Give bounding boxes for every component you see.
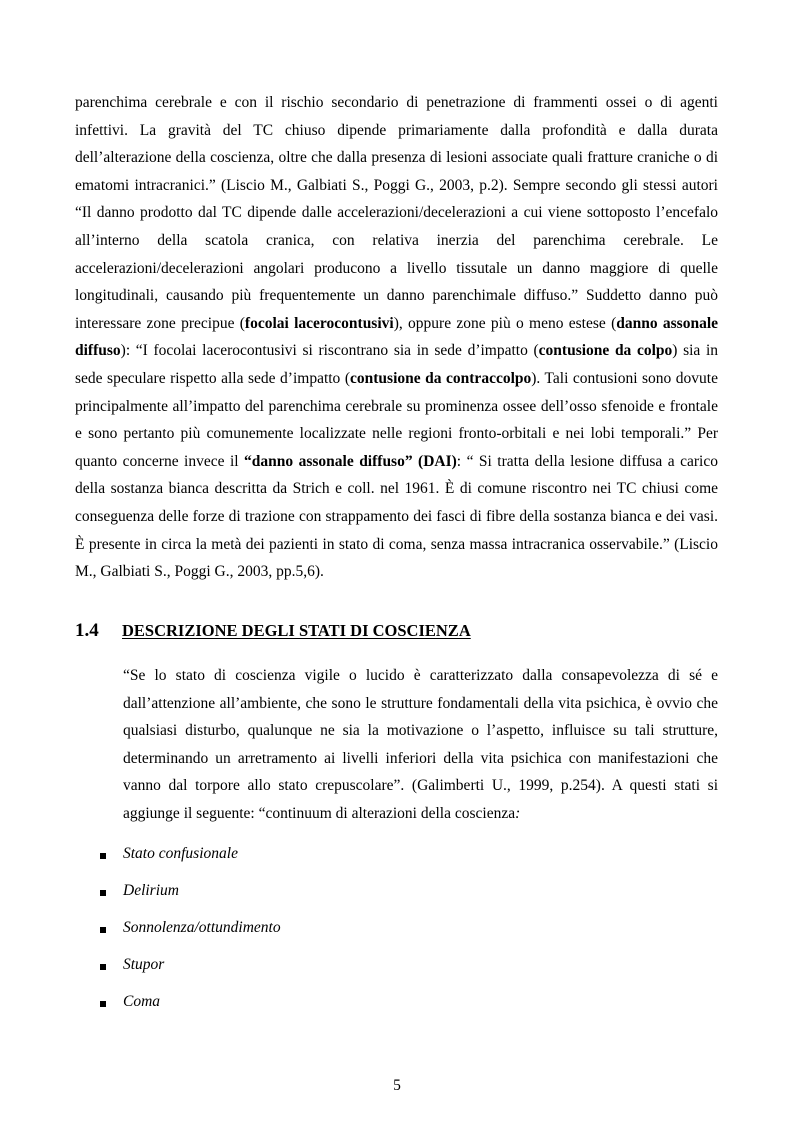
section-title: DESCRIZIONE DEGLI STATI DI COSCIENZA	[122, 621, 471, 640]
list-item-text: Stupor	[123, 956, 165, 973]
bullet-icon	[100, 890, 106, 896]
bold-term: contusione da contraccolpo	[350, 369, 532, 387]
section-number: 1.4	[75, 620, 99, 641]
bullet-icon	[100, 927, 106, 933]
bold-term: contusione da colpo	[538, 342, 673, 360]
list-item-text: Stato confusionale	[123, 845, 238, 862]
list-item-text: Sonnolenza/ottundimento	[123, 919, 281, 936]
quote-text: “Se lo stato di coscienza vigile o lucido è caratterizzato dalla consapevolezza di sé e dall’attenzione all’ambiente, che sono le strutture fondamentali della vita psichica, è ovvio che qualsiasi disturbo, qualunque ne sia la motivazione o l’aspetto, influisce su tali strutture, determinando un arretramento ai livelli inferiori della vita psichica con manifestazioni che vanno dal torpore allo stato crepuscolare”. (Galimberti U., 1999, p.254). A questi stati si aggiunge il seguente: “continuum di alterazioni della coscienza	[123, 667, 718, 822]
bold-term: danno assonale diffuso	[75, 314, 719, 360]
text-segment: : “ Si tratta della lesione diffusa a carico della sostanza bianca descritta da Strich e coll. nel 1961. È di comune riscontro nei TC chiusi come conseguenza delle forze di trazione con strappamento dei fasci di fibre della sostanza bianca e dei vasi. È presente in circa la metà dei pazienti in stato di coma, senza massa intracranica osservabile.” (Liscio M., Galbiati S., Poggi G., 2003, pp.5,6).	[75, 452, 718, 581]
text-segment: ). Tali contusioni sono dovute principalmente all’impatto del parenchima cerebrale su prominenza ossee dell’osso sfenoide e frontale e sono pertanto più comunemente localizzate nelle regioni fronto-orbitali e nei lobi temporali.” Per quanto concerne invece il	[75, 369, 718, 470]
text-segment: parenchima cerebrale e con il rischio secondario di penetrazione di frammenti ossei o di agenti infettivi. La gravità del TC chiuso dipende primariamente dalla profondità e dalla durata dell’alterazione della coscienza, oltre che dalla presenza di lesioni associate quali fratture craniche o di ematomi intracranici.” (Liscio M., Galbiati S., Poggi G., 2003, p.2). Sempre secondo gli stessi autori “Il danno prodotto dal TC dipende dalle accelerazioni/decelerazioni a cui viene sottoposto l’encefalo all’interno della scatola cranica, con relativa inerzia del parenchima cerebrale. Le accelerazioni/decelerazioni angolari producono a livello tissutale un danno maggiore di quelle longitudinali, causando più frequentemente un danno parenchimale diffuso.” Suddetto danno può interessare zone precipue (	[75, 94, 718, 332]
bullet-icon	[100, 853, 106, 859]
bold-term: “danno assonale diffuso” (DAI)	[244, 452, 457, 470]
text-segment: ): “I focolai lacerocontusivi si riscontrano sia in sede d’impatto (	[120, 342, 539, 360]
list-item-text: Delirium	[123, 882, 179, 899]
bullet-icon	[100, 964, 106, 970]
quote-paragraph	[123, 662, 718, 828]
bullet-icon	[100, 1001, 106, 1007]
quote-tail: :	[515, 804, 521, 822]
bold-term: focolai lacerocontusivi	[244, 314, 394, 332]
list-item-text: Coma	[123, 993, 161, 1010]
text-segment: ) sia in sede speculare rispetto alla sede d’impatto (	[75, 342, 718, 387]
section-heading	[75, 620, 471, 642]
page-number: 5	[393, 1077, 401, 1094]
body-paragraph	[75, 89, 718, 586]
text-segment: ), oppure zone più o meno estese (	[393, 314, 617, 332]
